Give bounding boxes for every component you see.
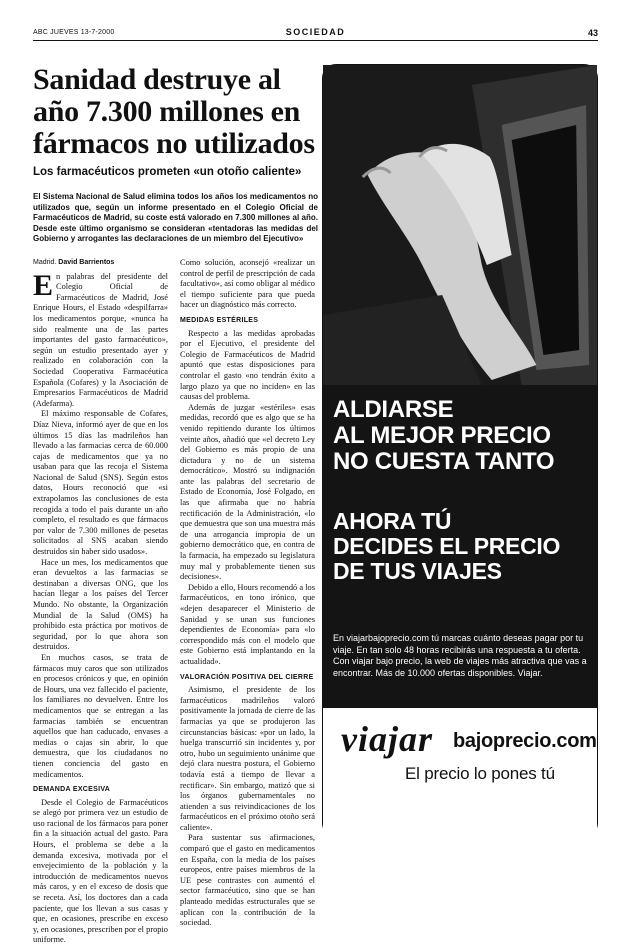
section-subtitle: DEMANDA EXCESIVA [33, 786, 111, 794]
article-column-1 [33, 258, 168, 946]
paragraph: En muchos casos, se trata de fármacos muy caros que son utilizados en procesos crónicos y que, en opinión de Hours, una vez fallecido el paciente, los familiares no devuelven. Entre los medicamentos que se entregan a las farmacias también se encuentran aquellos que han caducado, envases a medias o cajas sin abrir, lo que demuestra, que los ciudadanos no tienen conciencia del gasto en medicamentos. [33, 652, 168, 779]
ad-slogan: El precio lo pones tú [405, 764, 555, 783]
advertisement[interactable] [322, 64, 598, 837]
ad-photo-feet-car-window [323, 65, 597, 385]
paragraph: Asimismo, el presidente de los farmacéuticos madrileños valoró positivamente la jornada de cierre de las farmacias ya que se produjeron las circunstancias básicas: «por un lado, la huelga transcurrió sin incidentes y, por otro, hubo un seguimiento unánime que dejó clara nuestra postura, el Gobierno todavía está a tiempo de llevar a rectificar». Sin embargo, matizó que si los órganos gubernamentales no atienden a sus reivindicaciones de los farmacéuticos en el próximo otoño será caliente». [180, 685, 315, 832]
page-header [33, 27, 598, 41]
section-name: SOCIEDAD [285, 27, 346, 37]
page-number: 43 [587, 28, 598, 38]
ad-body-text: En viajarbajoprecio.com tú marcas cuánto deseas pagar por tu viaje. En tan solo 48 horas recibirás una respuesta a tu oferta. Con viajar bajo precio, la web de viajes más atractiva que vas a encontrar. Más de 10.000 ofertas disponibles. Viajar. [333, 633, 587, 678]
ad-url-link[interactable]: bajoprecio.com [453, 730, 597, 752]
viajar-logo: viajar [341, 719, 433, 759]
section-subtitle: MEDIDAS ESTÉRILES [180, 316, 259, 324]
date-line: ABC JUEVES 13-7-2000 [33, 29, 115, 36]
byline-label: Madrid. [33, 259, 57, 266]
paragraph: El máximo responsable de Cofares, Díaz Nieva, informó ayer de que en los últimos 15 días las madrileños han llevado a las farmacias cerca de 60.000 cajas de medicamentos que ya no usaban para que las recoja el Sistema Nacional de Salud (SNS). Según estos datos, Hours reconoció que «si extrapolamos las conclusiones de esta recogida a todo el país durante un año completo, el resultado es que fármacos por valor de 7.300 millones de pesetas solicitados al SNS acaban siendo destruidos sin haber sido usados». [33, 409, 168, 557]
article-column-2 [180, 258, 315, 929]
paragraph: Como solución, aconsejó «realizar un control de perfil de prescripción de cada facultativo», así como obligar al médico el tiempo suficiente para que pueda hacer un diagnóstico más correcto. [180, 258, 315, 310]
paragraph: Hace un mes, los medicamentos que eran devueltos a las farmacias se destinaban a diversas ONG, que los hacían llegar a los países del Tercer Mundo. No obstante, la Organización Mundial de la Salud (OMS) ha prohibido esta práctica por motivos de seguridad, por lo que ahora son destruidos. [33, 557, 168, 652]
ad-headline-1: ALDIARSE AL MEJOR PRECIO NO CUESTA TANTO [333, 396, 555, 475]
byline-author: David Barrientos [58, 259, 115, 266]
paragraph: Desde el Colegio de Farmacéuticos se alegó por primera vez un estudio de uso racional de los fármacos para poner fin a la situación actual del gasto. Para Hours, el problema se debe a la demanda excesiva, motivada por el envejecimiento de la población y la introducción de medicamentos nuevos más caros, y en el exceso de dosis que se receta. Así, los doctores dan a cada paciente, que los llevan a sus casas y que, en ocasiones, prescribe en exceso y, en ocasiones, prescriben por el propio uniforme. [33, 797, 168, 945]
drop-cap: E [33, 268, 54, 302]
paragraph: En palabras del presidente del Colegio Oficial de Farmacéuticos de Madrid, José Enrique Hours, el Estado «despilfarra» los medicamentos porque, «nunca ha sido realmente una de las partes importantes del gasto farmacéutico», según un estudio presentado ayer y realizado en colaboración con la Sociedad Cooperativa Farmacéutica Española (Cofares) y la Asociación de Empresarios Farmacéuticos de Madrid (Adefarma). [33, 268, 168, 408]
ad-brand-area[interactable] [323, 708, 597, 838]
ad-headline-2: AHORA TÚ DECIDES EL PRECIO DE TUS VIAJES [333, 508, 561, 584]
paragraph: Para sustentar sus afirmaciones, comparó que el gasto en medicamentos en España, con la media de los países europeos, entre países miembros de la UE pese contrastes con aumentó el sector farmacéutico, sino que se han planteado medidas estructurales que se aplican con la contribución de la sociedad. [180, 833, 315, 928]
paragraph: Además de juzgar «estériles» esas medidas, recordó que es algo que se ha venido repitiendo durante los últimos veinte años, añadió que «el decreto Ley del Gobierno es más propio de una dictadura y no de un sistema democrático». Mostró su indignación ante las palabras del secretario de Estado de Economía, José Folgado, en las que afirmaba que no habría rectificación de la Administración, «lo que demuestra que son una muestra más de una arrogancia impropia de un gobierno democrático que, en contra de la farmacia, ha empezado su legislatura muy mal y probablemente tienen sus decisiones». [180, 402, 315, 582]
section-subtitle: VALORACIÓN POSITIVA DEL CIERRE [180, 673, 314, 681]
ad-dark-panel [323, 65, 597, 708]
lead-paragraph: El Sistema Nacional de Salud elimina todos los años los medicamentos no utilizados que, según un informe presentado en el Colegio Oficial de Farmacéuticos de Madrid, su coste está valorado en 7.300 millones al año. Desde este último organismo se consideran «tentadoras las medidas del Gobierno y arrogantes las declaraciones de un miembro del Ejecutivo» [33, 192, 318, 243]
subheadline: Los farmacéuticos prometen «un otoño caliente» [33, 166, 302, 178]
byline [33, 258, 168, 269]
paragraph: Debido a ello, Hours recomendó a los farmacéuticos, en tono irónico, que «dejen desaparecer el Ministerio de Sanidad y se unan sus funciones dependientes de Economía» para «lo correspondido más con el modelo que este Gobierno está implantando en la actualidad». [180, 582, 315, 666]
headline: Sanidad destruye al año 7.300 millones en fármacos no utilizados [33, 63, 315, 160]
paragraph: Respecto a las medidas aprobadas por el Ejecutivo, el presidente del Colegio de Farmacéuticos de Madrid apuntó que estas disposiciones para controlar el gasto «no tendrán éxito a largo plazo ya que no inciden» en las causas del problema. [180, 328, 315, 402]
